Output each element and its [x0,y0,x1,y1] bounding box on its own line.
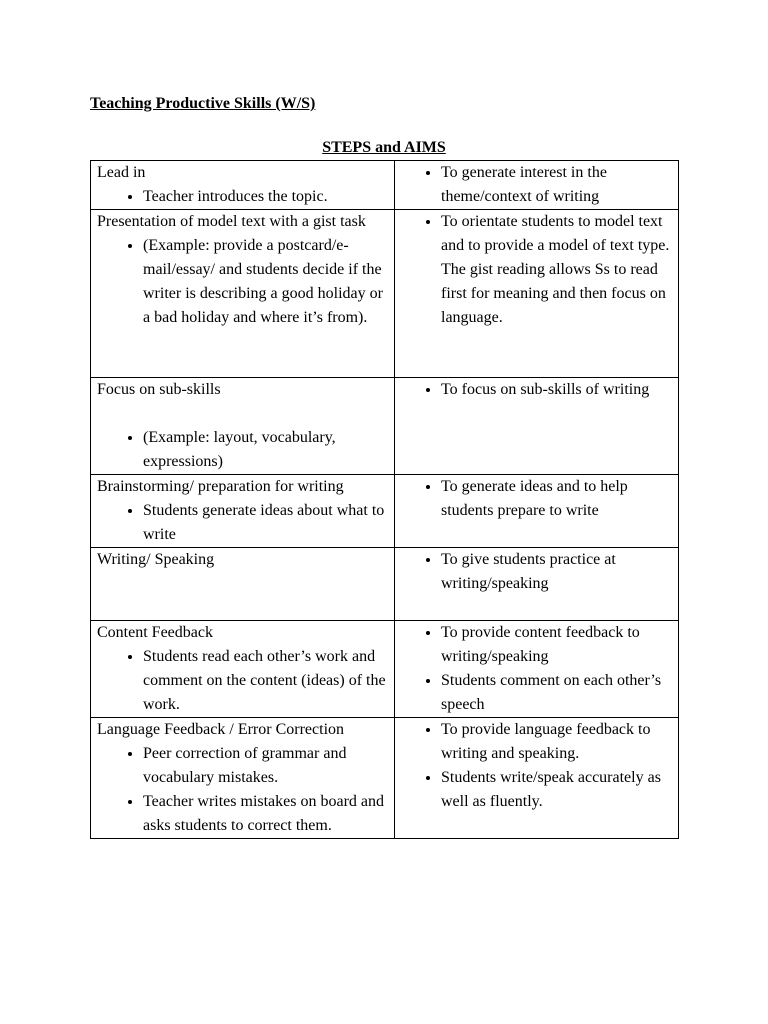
table-title: STEPS and AIMS [322,139,446,156]
step-bullet: • Teacher introduces the topic. [143,185,388,209]
step-heading: Presentation of model text with a gist task [97,213,366,230]
aim-bullet-list [395,621,672,717]
table-row [91,475,679,548]
spacer [97,402,388,426]
aim-cell [395,378,679,475]
aim-cell [395,475,679,548]
aim-cell [395,718,679,839]
step-heading: Brainstorming/ preparation for writing [97,478,344,495]
step-bullet-list [97,499,388,547]
step-heading: Content Feedback [97,624,213,641]
aim-bullet-list [395,475,672,523]
step-bullet-list [97,185,388,209]
aim-cell [395,210,679,378]
step-bullet: • (Example: layout, vocabulary, expressions) [143,426,388,474]
aim-cell [395,161,679,210]
table-row [91,621,679,718]
aim-bullet: • Students write/speak accurately as well as fluently. [441,766,672,814]
aim-bullet-list [395,718,672,814]
aim-cell [395,548,679,621]
aim-bullet: • To orientate students to model text and to provide a model of text type. The gist reading allows Ss to read first for meaning and then focus on language. [441,210,672,330]
step-bullet: • Teacher writes mistakes on board and asks students to correct them. [143,790,388,838]
step-bullet-list [97,426,388,474]
aim-bullet-list [395,378,672,402]
step-bullet: • Peer correction of grammar and vocabulary mistakes. [143,742,388,790]
aim-bullet-list [395,548,672,596]
step-bullet-list [97,234,388,330]
table-row [91,548,679,621]
aim-bullet: • To provide content feedback to writing/speaking [441,621,672,669]
aim-bullet: • To focus on sub-skills of writing [441,378,672,402]
step-heading: Writing/ Speaking [97,551,215,568]
step-cell [91,210,395,378]
step-bullet: • (Example: provide a postcard/e-mail/essay/ and students decide if the writer is describing a good holiday or a bad holiday and where it’s from). [143,234,388,330]
step-cell [91,621,395,718]
step-bullet: • Students generate ideas about what to write [143,499,388,547]
aim-bullet: • To generate ideas and to help students prepare to write [441,475,672,523]
step-bullet: • Students read each other’s work and comment on the content (ideas) of the work. [143,645,388,717]
step-cell [91,378,395,475]
step-heading: Lead in [97,164,146,181]
document-title: Teaching Productive Skills (W/S) [90,95,316,112]
step-heading: Focus on sub-skills [97,381,221,398]
steps-aims-table [90,160,679,839]
aim-bullet-list [395,210,672,330]
step-bullet-list [97,742,388,838]
table-row [91,161,679,210]
table-row [91,378,679,475]
step-cell [91,718,395,839]
step-heading: Language Feedback / Error Correction [97,721,345,738]
step-bullet-list [97,645,388,717]
aim-bullet: • To provide language feedback to writing and speaking. [441,718,672,766]
aim-bullet: • Students comment on each other’s speech [441,669,672,717]
step-cell [91,161,395,210]
table-row [91,718,679,839]
aim-bullet-list [395,161,672,209]
table-row [91,210,679,378]
aim-bullet: • To generate interest in the theme/context of writing [441,161,672,209]
step-cell [91,475,395,548]
step-cell [91,548,395,621]
aim-bullet: • To give students practice at writing/speaking [441,548,672,596]
aim-cell [395,621,679,718]
